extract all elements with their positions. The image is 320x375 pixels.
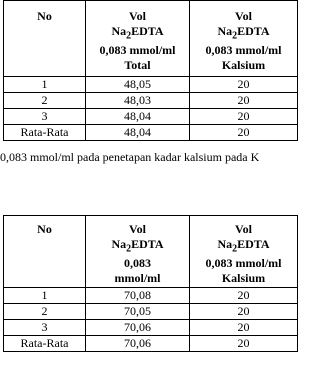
header-conc-line: 0,083 mmol/ml [205, 256, 282, 271]
header-no [4, 216, 86, 288]
header-edta-post: EDTA [131, 237, 164, 251]
cell-vol-total: 70,06 [86, 320, 190, 336]
header-edta-sub: 2 [126, 30, 132, 42]
cell-vol-total: 48,03 [86, 93, 190, 109]
cell-no: 1 [4, 288, 86, 304]
cell-vol-kalsium: 20 [190, 336, 298, 352]
cell-vol-kalsium: 20 [190, 125, 298, 141]
header-no [4, 1, 86, 77]
cell-no: 3 [4, 109, 86, 125]
header-unit-line: mmol/ml [114, 271, 161, 286]
header-kalsium-line: Kalsium [221, 58, 266, 73]
cell-no: 3 [4, 320, 86, 336]
header-vol-line1: Vol [129, 9, 146, 23]
table-row-average [4, 336, 298, 352]
titration-table-2 [3, 215, 298, 352]
table-row [4, 304, 298, 320]
header-edta-pre: Na [217, 237, 233, 251]
header-vol-total [86, 1, 190, 77]
header-vol-total [86, 216, 190, 288]
cell-no: Rata-Rata [4, 336, 86, 352]
header-edta-sub: 2 [232, 30, 238, 42]
cell-no: 2 [4, 93, 86, 109]
table-row [4, 320, 298, 336]
header-vol-line1: Vol [235, 9, 252, 23]
cell-vol-kalsium: 20 [190, 109, 298, 125]
cell-vol-total: 48,05 [86, 77, 190, 93]
table-row [4, 288, 298, 304]
table-row-average [4, 125, 298, 141]
header-edta-pre: Na [111, 24, 127, 38]
header-conc-line: 0,083 mmol/ml [205, 43, 282, 58]
header-conc-line: 0,083 [124, 256, 151, 271]
table-row [4, 77, 298, 93]
header-edta-line [86, 237, 189, 256]
header-vol-line1: Vol [235, 222, 252, 236]
header-edta-line [190, 237, 297, 256]
table-caption: 0,083 mmol/ml pada penetapan kadar kalsium pada K [0, 150, 260, 164]
cell-vol-kalsium: 20 [190, 77, 298, 93]
header-edta-pre: Na [111, 237, 127, 251]
header-kalsium-line: Kalsium [221, 271, 266, 286]
cell-vol-kalsium: 20 [190, 304, 298, 320]
header-edta-line [86, 24, 189, 43]
header-total-line: Total [124, 58, 151, 73]
cell-no: Rata-Rata [4, 125, 86, 141]
cell-no: 2 [4, 304, 86, 320]
header-no-label: No [37, 9, 52, 23]
header-edta-post: EDTA [237, 237, 270, 251]
header-vol-kalsium [190, 1, 298, 77]
table-row [4, 93, 298, 109]
header-edta-post: EDTA [237, 24, 270, 38]
cell-vol-total: 70,06 [86, 336, 190, 352]
titration-table-1 [3, 0, 298, 141]
header-no-label: No [37, 222, 52, 236]
header-vol-line1: Vol [129, 222, 146, 236]
cell-vol-total: 70,05 [86, 304, 190, 320]
header-edta-sub: 2 [126, 243, 132, 255]
header-edta-sub: 2 [232, 243, 238, 255]
table-row [4, 109, 298, 125]
header-edta-line [190, 24, 297, 43]
cell-no: 1 [4, 77, 86, 93]
header-vol-kalsium [190, 216, 298, 288]
cell-vol-kalsium: 20 [190, 320, 298, 336]
header-conc-line: 0,083 mmol/ml [99, 43, 176, 58]
cell-vol-total: 70,08 [86, 288, 190, 304]
header-edta-post: EDTA [131, 24, 164, 38]
cell-vol-kalsium: 20 [190, 288, 298, 304]
cell-vol-total: 48,04 [86, 109, 190, 125]
cell-vol-total: 48,04 [86, 125, 190, 141]
cell-vol-kalsium: 20 [190, 93, 298, 109]
header-edta-pre: Na [217, 24, 233, 38]
table-header-row [4, 1, 298, 77]
table-header-row [4, 216, 298, 288]
